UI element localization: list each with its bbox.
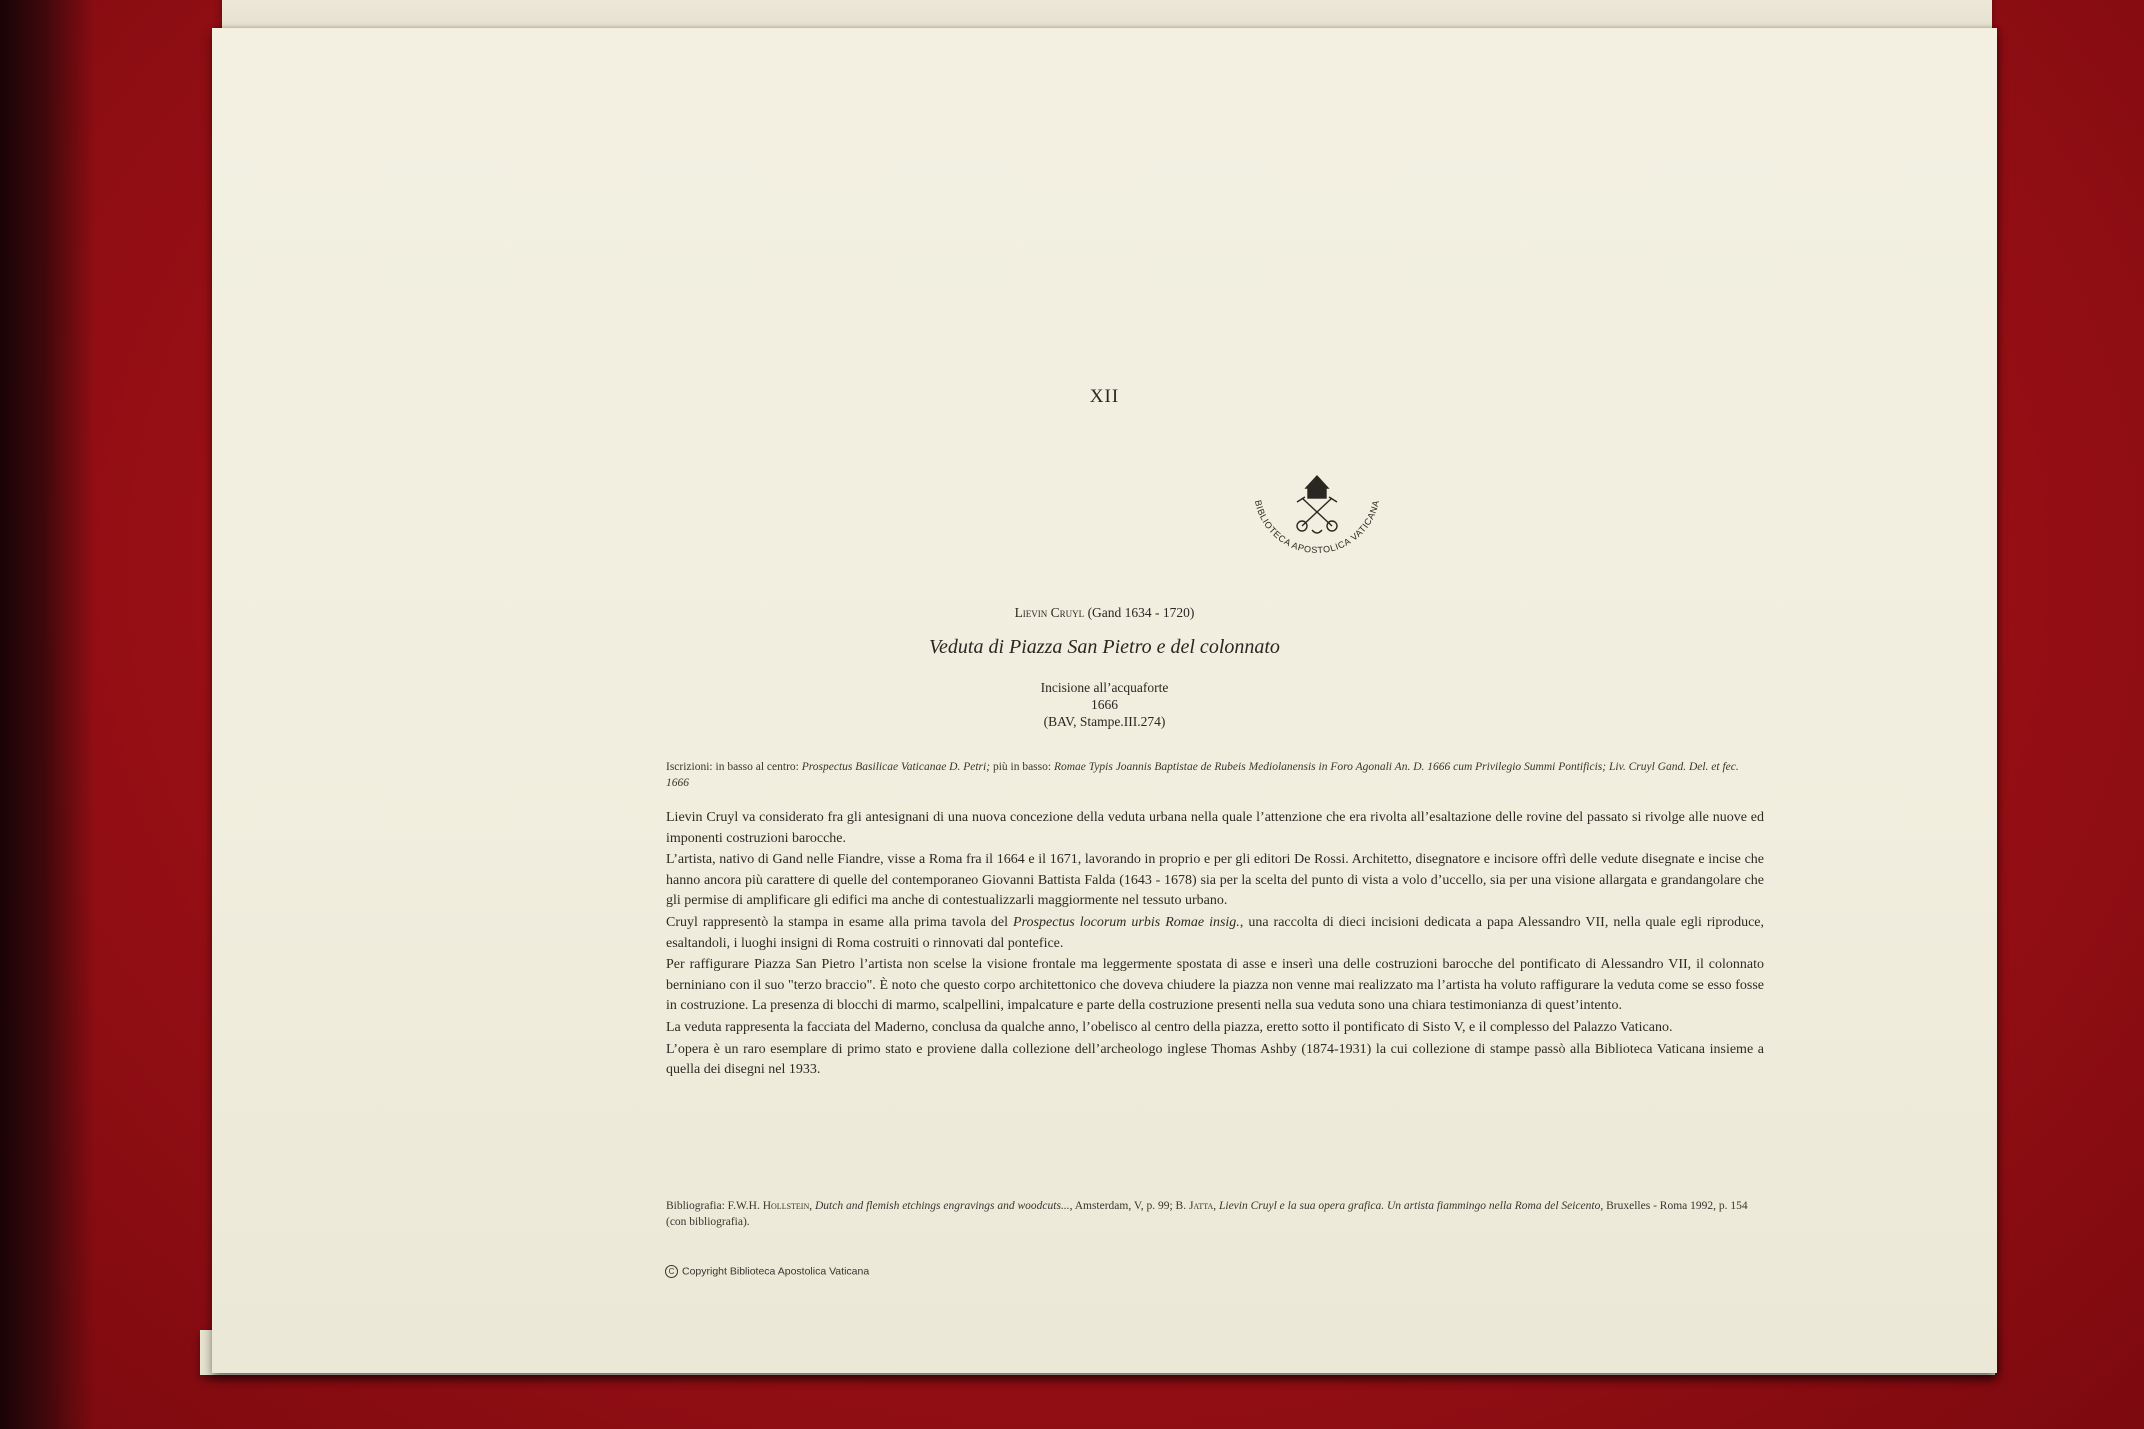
inscriptions-label: Iscrizioni: in basso al centro: xyxy=(666,761,799,773)
paragraph-3-end: , una raccolta di dieci incisioni dedicata a papa Alessandro VII, nella quale egli riproduce, esaltandoli, i luoghi insigni di Roma costruiti o rinnovati dal pontefice. xyxy=(666,914,1765,951)
left-shadow xyxy=(0,0,95,1429)
artist-name: Lievin Cruyl xyxy=(1014,605,1085,620)
paragraph-1: Lievin Cruyl va considerato fra gli antesignani di una nuova concezione della veduta urbana nella quale l’attenzione che era rivolta all’esaltazione delle rovine del passato si rivolge alle nuove ed imponenti costruzioni barocche. xyxy=(666,810,1764,846)
svg-text:BIBLIOTECA APOSTOLICA VATICANA xyxy=(1253,499,1381,555)
inscription-lower: Romae Typis Joannis Baptistae de Rubeis Mediolanensis in Foro Agonali An. D. 1666 cum Privilegio Summi Pontificis; Liv. Cruyl Gand. Del. et fec. 1666 xyxy=(666,761,1739,789)
year: 1666 xyxy=(1091,697,1118,712)
paragraph-3-start: Cruyl rappresentò la stampa in esame alla prima tavola del xyxy=(666,914,1009,930)
artwork-title: Veduta di Piazza San Pietro e del colonnato xyxy=(929,636,1280,658)
bibliography-ref-1: , Amsterdam, V, p. 99; B. xyxy=(1069,1200,1187,1212)
bibliography-author-2: Jatta xyxy=(1188,1200,1214,1212)
inscriptions xyxy=(666,759,1764,791)
vatican-library-seal xyxy=(1242,468,1392,568)
bibliography-work-2: Lievin Cruyl e la sua opera grafica. Un artista fiammingo nella Roma del Seicento xyxy=(1218,1200,1601,1212)
seal-inscription: BIBLIOTECA APOSTOLICA VATICANA xyxy=(1252,499,1382,556)
copyright-text: Copyright Biblioteca Apostolica Vaticana xyxy=(682,1265,870,1278)
bibliography-label: Bibliografia: F.W.H. xyxy=(666,1200,760,1212)
paragraph-6: L’opera è un raro esemplare di primo stato e proviene dalla collezione dell’archeologo inglese Thomas Ashby (1874-1931) la cui collezione di stampe passò alla Biblioteca Vaticana insieme a quella dei disegni nel 1933. xyxy=(666,1041,1764,1078)
inscriptions-lower-label: più in basso: xyxy=(992,761,1052,773)
paragraph-3 xyxy=(666,913,1764,954)
bibliography-ref-2: , Bruxelles - Roma 1992, p. 154 (con bibliografia). xyxy=(666,1200,1748,1228)
description xyxy=(666,808,1764,1082)
technique: Incisione all’acquaforte xyxy=(1040,680,1169,695)
copyright-icon: C xyxy=(665,1265,678,1278)
paper-sheet xyxy=(212,28,1997,1373)
artist-line xyxy=(212,605,1997,621)
paragraph-4: Per raffigurare Piazza San Pietro l’artista non scelse la visione frontale ma leggermente spostata di asse e inserì una delle costruzioni barocche del pontificato di Alessandro VII, il colonnato berniniano con il suo "terzo braccio". È noto che questo corpo architettonico che doveva chiudere la piazza non venne mai realizzato ma l’artista ha voluto raffigurare la veduta come se esso fosse in costruzione. La presenza di blocchi di marmo, scalpellini, impalcature e parte della costruzione presenti nella sua veduta sono una chiara testimonianza di quest’intento. xyxy=(666,957,1764,1014)
paragraph-3-work-title: Prospectus locorum urbis Romae insig. xyxy=(1013,914,1240,930)
bibliography: Bibliografia: F.W.H. Hollstein, Dutch and flemish etchings engravings and woodcuts..., Amsterdam, V, p. 99; B. Jatta, Lievin Cruyl e la sua opera grafica. Un artista fiammingo nella Roma del Seicento, Bruxelles - Roma 1992, p. 154 (con bibliografia). xyxy=(666,1200,1748,1228)
artist-dates: (Gand 1634 - 1720) xyxy=(1087,605,1195,620)
paragraph-2: L’artista, nativo di Gand nelle Fiandre, visse a Roma fra il 1664 e il 1671, lavorando in proprio e per gli editori De Rossi. Architetto, disegnatore e incisore offrì delle vedute disegnate e incise che hanno ancora più carattere di quelle del contemporaneo Giovanni Battista Falda (1643 - 1678) sia per la scelta del punto di vista a volo d’uccello, sia per una visione allargata e grandangolare che gli permise di amplificare gli edifici ma anche di contestualizzarli maggiormente nel tessuto urbano. xyxy=(666,852,1764,909)
copyright-notice xyxy=(665,1265,869,1278)
plate-number: XII xyxy=(1089,386,1120,407)
papal-keys-icon xyxy=(1297,476,1337,533)
paragraph-5: La veduta rappresenta la facciata del Maderno, conclusa da qualche anno, l’obelisco al centro della piazza, eretto sotto il pontificato di Sisto V, e il complesso del Palazzo Vaticano. xyxy=(666,1019,1673,1035)
bibliography-work-1: Dutch and flemish etchings engravings and woodcuts... xyxy=(815,1200,1070,1212)
shelfmark: (BAV, Stampe.III.274) xyxy=(1043,714,1166,729)
inscription-center: Prospectus Basilicae Vaticanae D. Petri; xyxy=(801,761,991,773)
bibliography-author-1: Hollstein xyxy=(762,1200,810,1212)
